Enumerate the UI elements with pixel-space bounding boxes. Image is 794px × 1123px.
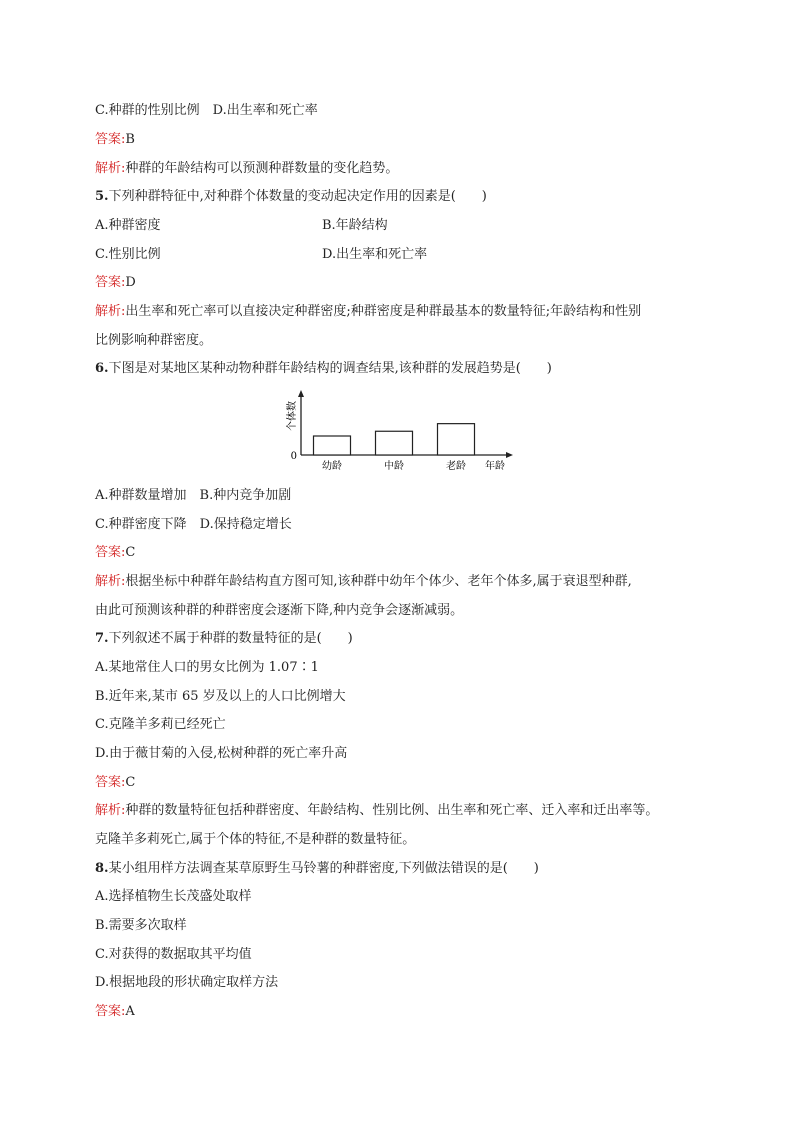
answer-value: C: [125, 775, 136, 790]
q7-option-c: C.克隆羊多莉已经死亡: [95, 717, 226, 732]
origin-label: 0: [290, 451, 297, 462]
bar-1: [314, 436, 351, 455]
q6-analysis-line2: 由此可预测该种群的种群密度会逐渐下降,种内竞争会逐渐减弱。: [95, 603, 464, 618]
option-d: D.出生率和死亡率: [322, 247, 428, 262]
q6-stem: [95, 360, 552, 378]
q8-answer: [95, 1003, 135, 1021]
analysis-label: 解析:: [95, 574, 126, 589]
q7-option-d: D.由于薇甘菊的入侵,松树种群的死亡率升高: [95, 746, 348, 761]
q7-analysis-line1: [95, 802, 658, 820]
q5-options-ab: [95, 217, 695, 235]
question-number: 7.: [95, 631, 109, 646]
category-label-1: 幼龄: [322, 461, 342, 472]
q6-options-ab: A.种群数量增加 B.种内竞争加剧: [95, 488, 292, 503]
option-b: B.年龄结构: [322, 218, 388, 233]
q5-options-cd: [95, 246, 695, 264]
q7-analysis-line2: 克隆羊多莉死亡,属于个体的特征,不是种群的数量特征。: [95, 832, 416, 847]
question-text: 下列叙述不属于种群的数量特征的是( ): [108, 631, 353, 646]
q7-answer: [95, 774, 135, 792]
x-axis-label: 年龄: [485, 461, 505, 472]
q6-answer: [95, 544, 135, 562]
q8-option-c: C.对获得的数据取其平均值: [95, 947, 252, 962]
analysis-text: 出生率和死亡率可以直接决定种群密度;种群密度是种群最基本的数量特征;年龄结构和性别: [125, 304, 642, 319]
bar-2: [376, 431, 413, 455]
q6-analysis-line1: [95, 573, 632, 591]
answer-value: C: [125, 545, 136, 560]
q6-options-cd: C.种群密度下降 D.保持稳定增长: [95, 517, 292, 532]
category-label-3: 老龄: [446, 461, 466, 472]
analysis-label: 解析:: [95, 161, 126, 176]
analysis-text: 种群的数量特征包括种群密度、年龄结构、性别比例、出生率和死亡率、迁入率和迁出率等。: [125, 803, 659, 818]
q7-stem: [95, 630, 353, 648]
answer-label: 答案:: [95, 275, 126, 290]
option-c: C.性别比例: [95, 247, 161, 262]
analysis-label: 解析:: [95, 304, 126, 319]
q5-analysis-line2: 比例影响种群密度。: [95, 333, 213, 348]
answer-value: A: [125, 1004, 135, 1019]
q5-stem: [95, 188, 487, 206]
question-number: 8.: [95, 861, 109, 876]
q4-options-cd: C.种群的性别比例 D.出生率和死亡率: [95, 103, 318, 118]
q4-analysis: [95, 160, 398, 178]
analysis-label: 解析:: [95, 803, 126, 818]
q8-stem: [95, 860, 539, 878]
option-a: A.种群密度: [95, 218, 161, 233]
question-text: 下列种群特征中,对种群个体数量的变动起决定作用的因素是( ): [108, 189, 487, 204]
answer-label: 答案:: [95, 775, 126, 790]
analysis-text: 根据坐标中种群年龄结构直方图可知,该种群中幼年个体少、老年个体多,属于衰退型种群,: [125, 574, 632, 589]
answer-value: D: [125, 275, 136, 290]
question-number: 5.: [95, 189, 109, 204]
y-axis-arrow: [298, 390, 304, 397]
q4-answer: [95, 131, 135, 149]
x-axis-arrow: [506, 452, 513, 458]
q8-option-d: D.根据地段的形状确定取样方法: [95, 975, 279, 990]
q7-option-a: A.某地常住人口的男女比例为 1.07∶1: [95, 660, 319, 675]
answer-label: 答案:: [95, 1004, 126, 1019]
q7-option-b: B.近年来,某市 65 岁及以上的人口比例增大: [95, 689, 346, 704]
answer-label: 答案:: [95, 545, 126, 560]
bar-3: [438, 424, 475, 455]
question-text: 下图是对某地区某种动物种群年龄结构的调查结果,该种群的发展趋势是( ): [108, 361, 552, 376]
question-text: 某小组用样方法调查某草原野生马铃薯的种群密度,下列做法错误的是( ): [108, 861, 539, 876]
answer-label: 答案:: [95, 132, 126, 147]
category-label-2: 中龄: [384, 461, 404, 472]
q5-answer: [95, 274, 136, 292]
question-number: 6.: [95, 361, 109, 376]
age-structure-chart: [270, 388, 530, 478]
y-axis-label: 个体数: [287, 401, 298, 431]
q8-option-a: A.选择植物生长茂盛处取样: [95, 889, 252, 904]
q8-option-b: B.需要多次取样: [95, 918, 187, 933]
answer-value: B: [125, 132, 135, 147]
analysis-text: 种群的年龄结构可以预测种群数量的变化趋势。: [125, 161, 399, 176]
q5-analysis-line1: [95, 303, 641, 321]
